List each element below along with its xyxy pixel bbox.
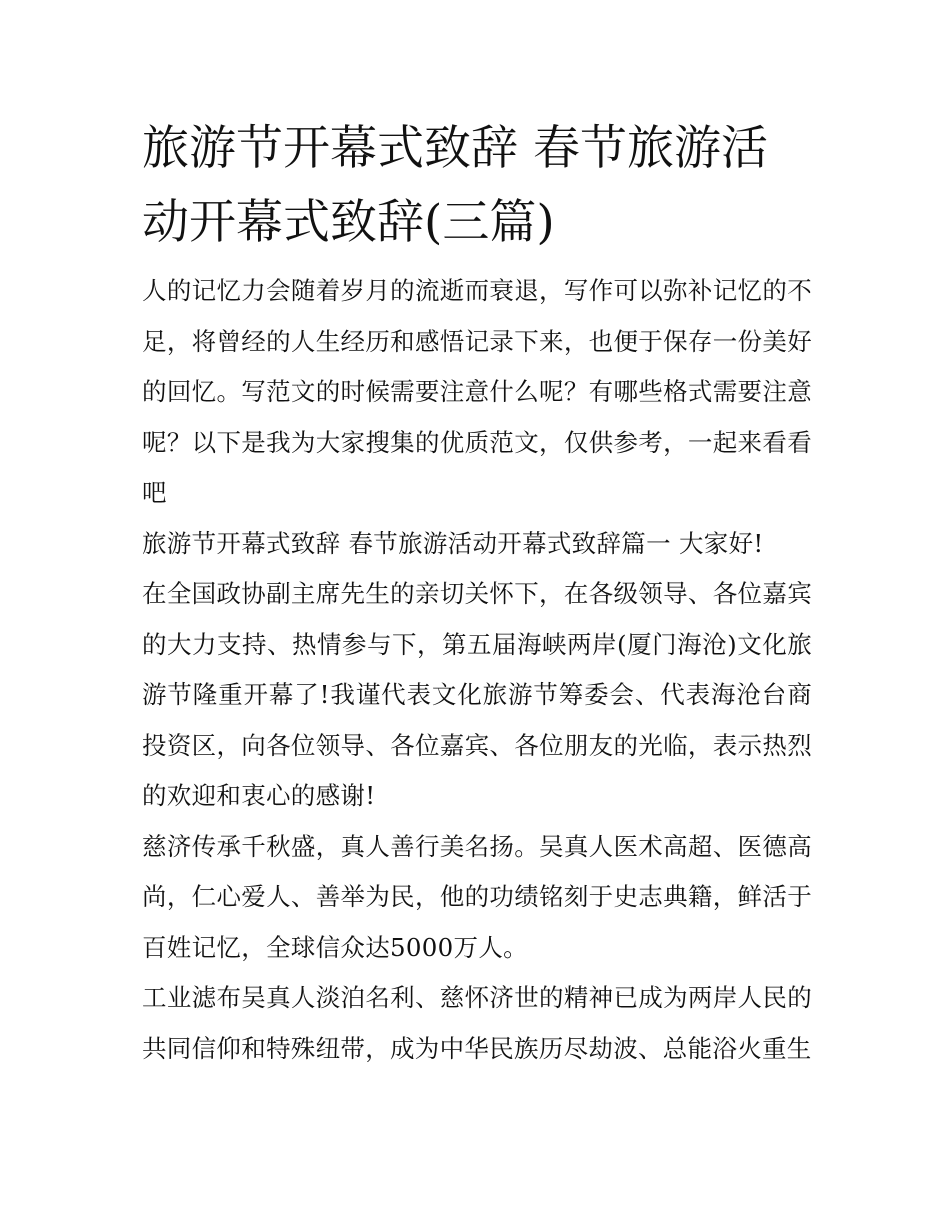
document-title: 旅游节开幕式致辞 春节旅游活动开幕式致辞(三篇) <box>142 121 768 250</box>
document-body <box>142 112 812 1074</box>
body-paragraph: 工业滤布吴真人淡泊名利、慈怀济世的精神已成为两岸人民的共同信仰和特殊纽带，成为中华民族历尽劫波、总能浴火重生 <box>142 983 812 1063</box>
intro-paragraph: 人的记忆力会随着岁月的流逝而衰退，写作可以弥补记忆的不足，将曾经的人生经历和感悟记录下来，也便于保存一份美好的回忆。写范文的时候需要注意什么呢？有哪些格式需要注意呢？以下是我为大家搜集的优质范文，仅供参考，一起来看看吧 <box>142 276 812 507</box>
section-heading-paragraph: 旅游节开幕式致辞 春节旅游活动开幕式致辞篇一 大家好! <box>142 528 764 558</box>
body-paragraph: 慈济传承千秋盛，真人善行美名扬。吴真人医术高超、医德高尚，仁心爱人、善举为民，他的功绩铭刻于史志典籍，鲜活于百姓记忆，全球信众达5000万人。 <box>142 831 812 962</box>
body-paragraph: 在全国政协副主席先生的亲切关怀下，在各级领导、各位嘉宾的大力支持、热情参与下，第五届海峡两岸(厦门海沧)文化旅游节隆重开幕了!我谨代表文化旅游节筹委会、代表海沧台商投资区，向各位领导、各位嘉宾、各位朋友的光临，表示热烈的欢迎和衷心的感谢! <box>142 579 812 810</box>
